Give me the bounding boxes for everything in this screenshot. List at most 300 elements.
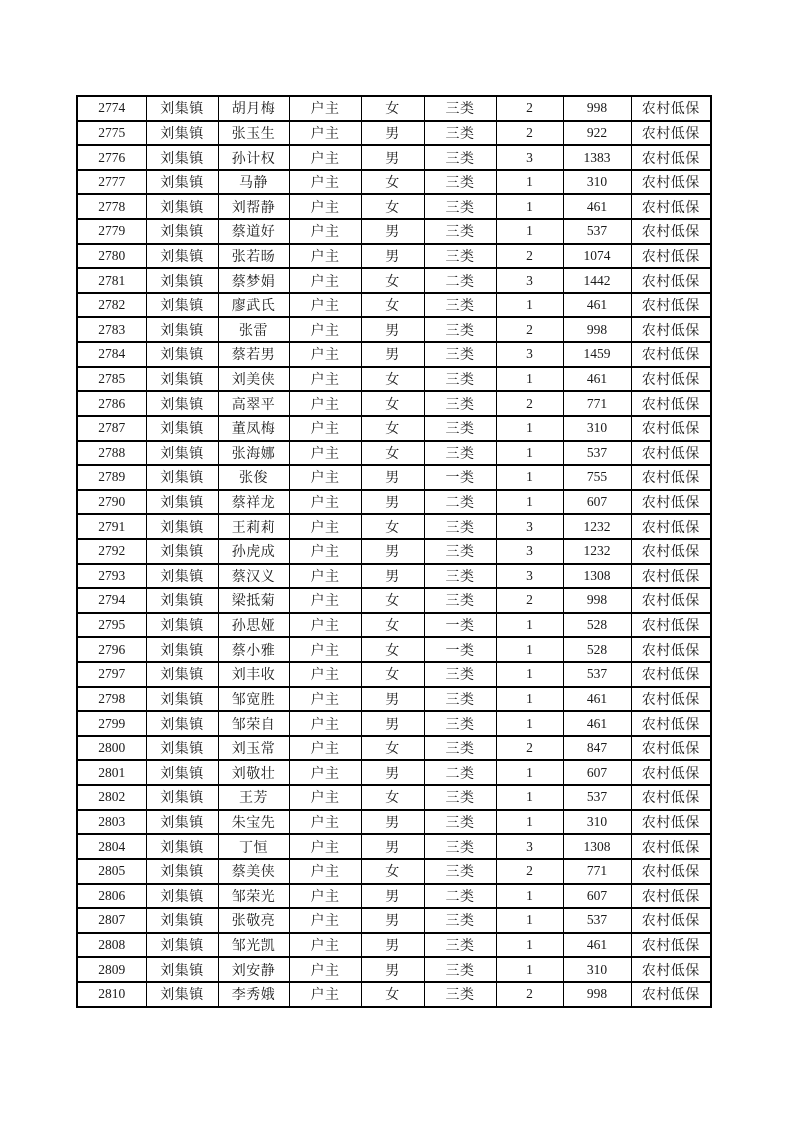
cell-relation-to-head: 户主 (289, 785, 361, 810)
cell-category: 三类 (424, 662, 496, 687)
cell-person-name: 孙计权 (218, 145, 289, 170)
cell-person-name: 邹荣光 (218, 884, 289, 909)
cell-serial-number: 2779 (77, 219, 146, 244)
cell-aid-type: 农村低保 (631, 416, 711, 441)
table-row (77, 293, 711, 318)
cell-category: 三类 (424, 859, 496, 884)
cell-category: 三类 (424, 588, 496, 613)
cell-category: 三类 (424, 785, 496, 810)
cell-serial-number: 2796 (77, 637, 146, 662)
cell-category: 三类 (424, 317, 496, 342)
cell-category: 三类 (424, 441, 496, 466)
table-row (77, 145, 711, 170)
table-row (77, 834, 711, 859)
cell-gender: 女 (361, 514, 424, 539)
cell-category: 三类 (424, 908, 496, 933)
cell-category: 三类 (424, 342, 496, 367)
cell-amount: 310 (563, 416, 631, 441)
cell-relation-to-head: 户主 (289, 145, 361, 170)
cell-amount: 461 (563, 933, 631, 958)
table-row (77, 736, 711, 761)
cell-person-count: 2 (496, 317, 563, 342)
cell-category: 三类 (424, 244, 496, 269)
cell-relation-to-head: 户主 (289, 194, 361, 219)
cell-amount: 461 (563, 367, 631, 392)
cell-relation-to-head: 户主 (289, 96, 361, 121)
cell-person-name: 张敬亮 (218, 908, 289, 933)
table-row (77, 342, 711, 367)
cell-person-count: 1 (496, 687, 563, 712)
cell-gender: 男 (361, 933, 424, 958)
cell-category: 三类 (424, 170, 496, 195)
cell-amount: 528 (563, 613, 631, 638)
cell-relation-to-head: 户主 (289, 268, 361, 293)
cell-serial-number: 2775 (77, 121, 146, 146)
cell-serial-number: 2799 (77, 711, 146, 736)
cell-aid-type: 农村低保 (631, 637, 711, 662)
cell-category: 三类 (424, 933, 496, 958)
cell-aid-type: 农村低保 (631, 441, 711, 466)
cell-person-name: 王莉莉 (218, 514, 289, 539)
cell-relation-to-head: 户主 (289, 342, 361, 367)
table-row (77, 884, 711, 909)
cell-amount: 537 (563, 662, 631, 687)
cell-category: 三类 (424, 367, 496, 392)
cell-person-count: 1 (496, 194, 563, 219)
cell-relation-to-head: 户主 (289, 465, 361, 490)
cell-gender: 男 (361, 465, 424, 490)
cell-serial-number: 2777 (77, 170, 146, 195)
table-row (77, 539, 711, 564)
cell-category: 三类 (424, 982, 496, 1007)
cell-aid-type: 农村低保 (631, 588, 711, 613)
cell-aid-type: 农村低保 (631, 268, 711, 293)
cell-person-name: 刘美侠 (218, 367, 289, 392)
cell-amount: 755 (563, 465, 631, 490)
cell-person-count: 1 (496, 219, 563, 244)
cell-person-name: 邹荣自 (218, 711, 289, 736)
table-row (77, 908, 711, 933)
cell-person-count: 1 (496, 810, 563, 835)
cell-person-name: 李秀娥 (218, 982, 289, 1007)
table-row (77, 687, 711, 712)
cell-amount: 1308 (563, 834, 631, 859)
cell-aid-type: 农村低保 (631, 539, 711, 564)
cell-serial-number: 2788 (77, 441, 146, 466)
cell-person-name: 刘帮静 (218, 194, 289, 219)
table-row (77, 170, 711, 195)
cell-aid-type: 农村低保 (631, 121, 711, 146)
cell-relation-to-head: 户主 (289, 588, 361, 613)
cell-serial-number: 2787 (77, 416, 146, 441)
cell-aid-type: 农村低保 (631, 662, 711, 687)
cell-aid-type: 农村低保 (631, 490, 711, 515)
table-row (77, 465, 711, 490)
cell-serial-number: 2778 (77, 194, 146, 219)
table-row (77, 785, 711, 810)
cell-category: 三类 (424, 391, 496, 416)
cell-aid-type: 农村低保 (631, 736, 711, 761)
cell-town: 刘集镇 (146, 711, 218, 736)
cell-person-count: 1 (496, 170, 563, 195)
cell-gender: 男 (361, 564, 424, 589)
cell-category: 二类 (424, 760, 496, 785)
cell-relation-to-head: 户主 (289, 908, 361, 933)
cell-amount: 461 (563, 711, 631, 736)
cell-town: 刘集镇 (146, 170, 218, 195)
cell-person-count: 1 (496, 490, 563, 515)
cell-person-name: 蔡小雅 (218, 637, 289, 662)
cell-person-count: 3 (496, 834, 563, 859)
cell-category: 三类 (424, 539, 496, 564)
cell-gender: 女 (361, 96, 424, 121)
cell-gender: 女 (361, 613, 424, 638)
cell-category: 三类 (424, 687, 496, 712)
cell-aid-type: 农村低保 (631, 145, 711, 170)
cell-person-count: 2 (496, 391, 563, 416)
cell-aid-type: 农村低保 (631, 785, 711, 810)
cell-serial-number: 2794 (77, 588, 146, 613)
cell-gender: 男 (361, 342, 424, 367)
cell-town: 刘集镇 (146, 736, 218, 761)
table-row (77, 121, 711, 146)
table-row (77, 391, 711, 416)
cell-relation-to-head: 户主 (289, 933, 361, 958)
cell-aid-type: 农村低保 (631, 908, 711, 933)
cell-person-name: 董凤梅 (218, 416, 289, 441)
cell-aid-type: 农村低保 (631, 687, 711, 712)
cell-relation-to-head: 户主 (289, 760, 361, 785)
cell-relation-to-head: 户主 (289, 490, 361, 515)
cell-person-count: 2 (496, 859, 563, 884)
cell-amount: 1074 (563, 244, 631, 269)
cell-amount: 1383 (563, 145, 631, 170)
table-row (77, 96, 711, 121)
cell-person-count: 1 (496, 416, 563, 441)
table-body (77, 96, 711, 1007)
cell-town: 刘集镇 (146, 588, 218, 613)
cell-gender: 男 (361, 810, 424, 835)
cell-relation-to-head: 户主 (289, 121, 361, 146)
cell-aid-type: 农村低保 (631, 834, 711, 859)
cell-person-name: 张玉生 (218, 121, 289, 146)
cell-amount: 1459 (563, 342, 631, 367)
cell-serial-number: 2783 (77, 317, 146, 342)
cell-town: 刘集镇 (146, 637, 218, 662)
cell-category: 三类 (424, 219, 496, 244)
cell-aid-type: 农村低保 (631, 514, 711, 539)
cell-town: 刘集镇 (146, 760, 218, 785)
table-row (77, 416, 711, 441)
cell-gender: 女 (361, 194, 424, 219)
cell-town: 刘集镇 (146, 687, 218, 712)
cell-serial-number: 2780 (77, 244, 146, 269)
cell-relation-to-head: 户主 (289, 170, 361, 195)
cell-serial-number: 2801 (77, 760, 146, 785)
cell-person-count: 1 (496, 465, 563, 490)
table-row (77, 760, 711, 785)
cell-aid-type: 农村低保 (631, 293, 711, 318)
table-row (77, 194, 711, 219)
table-row (77, 367, 711, 392)
cell-gender: 女 (361, 736, 424, 761)
cell-amount: 537 (563, 785, 631, 810)
cell-serial-number: 2789 (77, 465, 146, 490)
cell-person-name: 刘丰收 (218, 662, 289, 687)
cell-category: 一类 (424, 465, 496, 490)
cell-person-name: 丁恒 (218, 834, 289, 859)
cell-person-name: 马静 (218, 170, 289, 195)
cell-person-count: 3 (496, 539, 563, 564)
cell-aid-type: 农村低保 (631, 810, 711, 835)
cell-person-count: 1 (496, 613, 563, 638)
cell-serial-number: 2774 (77, 96, 146, 121)
cell-gender: 男 (361, 121, 424, 146)
cell-amount: 310 (563, 810, 631, 835)
cell-category: 三类 (424, 736, 496, 761)
cell-person-name: 邹光凯 (218, 933, 289, 958)
cell-aid-type: 农村低保 (631, 884, 711, 909)
cell-person-count: 3 (496, 342, 563, 367)
cell-aid-type: 农村低保 (631, 342, 711, 367)
cell-category: 二类 (424, 268, 496, 293)
cell-town: 刘集镇 (146, 367, 218, 392)
cell-amount: 1232 (563, 539, 631, 564)
cell-serial-number: 2776 (77, 145, 146, 170)
cell-town: 刘集镇 (146, 834, 218, 859)
cell-amount: 310 (563, 170, 631, 195)
cell-town: 刘集镇 (146, 317, 218, 342)
cell-amount: 607 (563, 490, 631, 515)
cell-gender: 男 (361, 490, 424, 515)
cell-aid-type: 农村低保 (631, 760, 711, 785)
cell-aid-type: 农村低保 (631, 465, 711, 490)
cell-gender: 女 (361, 441, 424, 466)
cell-town: 刘集镇 (146, 441, 218, 466)
cell-person-name: 梁抵菊 (218, 588, 289, 613)
cell-gender: 男 (361, 317, 424, 342)
cell-aid-type: 农村低保 (631, 96, 711, 121)
cell-amount: 998 (563, 317, 631, 342)
cell-serial-number: 2805 (77, 859, 146, 884)
cell-person-count: 2 (496, 588, 563, 613)
cell-relation-to-head: 户主 (289, 391, 361, 416)
cell-person-name: 孙思娅 (218, 613, 289, 638)
table-row (77, 662, 711, 687)
cell-serial-number: 2809 (77, 957, 146, 982)
cell-person-name: 张若旸 (218, 244, 289, 269)
cell-town: 刘集镇 (146, 268, 218, 293)
cell-relation-to-head: 户主 (289, 317, 361, 342)
cell-person-name: 刘安静 (218, 957, 289, 982)
cell-amount: 998 (563, 982, 631, 1007)
cell-amount: 607 (563, 884, 631, 909)
table-row (77, 317, 711, 342)
cell-serial-number: 2790 (77, 490, 146, 515)
cell-gender: 男 (361, 244, 424, 269)
cell-town: 刘集镇 (146, 810, 218, 835)
cell-category: 三类 (424, 564, 496, 589)
cell-amount: 1308 (563, 564, 631, 589)
cell-serial-number: 2795 (77, 613, 146, 638)
cell-serial-number: 2793 (77, 564, 146, 589)
cell-person-name: 邹宽胜 (218, 687, 289, 712)
cell-person-name: 胡月梅 (218, 96, 289, 121)
table-row (77, 957, 711, 982)
cell-category: 三类 (424, 834, 496, 859)
cell-person-name: 张雷 (218, 317, 289, 342)
cell-person-name: 张海娜 (218, 441, 289, 466)
cell-town: 刘集镇 (146, 957, 218, 982)
cell-category: 三类 (424, 810, 496, 835)
cell-gender: 女 (361, 785, 424, 810)
cell-amount: 998 (563, 588, 631, 613)
cell-amount: 847 (563, 736, 631, 761)
cell-town: 刘集镇 (146, 391, 218, 416)
cell-relation-to-head: 户主 (289, 244, 361, 269)
cell-person-name: 蔡美侠 (218, 859, 289, 884)
cell-amount: 537 (563, 908, 631, 933)
cell-town: 刘集镇 (146, 194, 218, 219)
cell-gender: 女 (361, 859, 424, 884)
cell-gender: 女 (361, 637, 424, 662)
cell-town: 刘集镇 (146, 662, 218, 687)
cell-relation-to-head: 户主 (289, 441, 361, 466)
cell-person-name: 蔡道好 (218, 219, 289, 244)
cell-amount: 771 (563, 859, 631, 884)
cell-gender: 男 (361, 145, 424, 170)
cell-person-name: 张俊 (218, 465, 289, 490)
cell-relation-to-head: 户主 (289, 293, 361, 318)
cell-town: 刘集镇 (146, 933, 218, 958)
table-row (77, 588, 711, 613)
cell-serial-number: 2807 (77, 908, 146, 933)
cell-town: 刘集镇 (146, 613, 218, 638)
cell-relation-to-head: 户主 (289, 982, 361, 1007)
cell-person-count: 2 (496, 982, 563, 1007)
cell-person-count: 1 (496, 908, 563, 933)
cell-aid-type: 农村低保 (631, 317, 711, 342)
cell-serial-number: 2798 (77, 687, 146, 712)
cell-relation-to-head: 户主 (289, 884, 361, 909)
cell-town: 刘集镇 (146, 219, 218, 244)
cell-person-name: 廖武氏 (218, 293, 289, 318)
cell-town: 刘集镇 (146, 465, 218, 490)
cell-category: 三类 (424, 416, 496, 441)
cell-gender: 女 (361, 170, 424, 195)
table-row (77, 933, 711, 958)
cell-town: 刘集镇 (146, 416, 218, 441)
cell-amount: 998 (563, 96, 631, 121)
cell-category: 三类 (424, 145, 496, 170)
cell-amount: 922 (563, 121, 631, 146)
cell-relation-to-head: 户主 (289, 810, 361, 835)
cell-person-count: 1 (496, 760, 563, 785)
cell-amount: 310 (563, 957, 631, 982)
cell-town: 刘集镇 (146, 96, 218, 121)
table-row (77, 982, 711, 1007)
cell-serial-number: 2784 (77, 342, 146, 367)
cell-category: 三类 (424, 194, 496, 219)
cell-gender: 女 (361, 268, 424, 293)
cell-aid-type: 农村低保 (631, 564, 711, 589)
cell-aid-type: 农村低保 (631, 170, 711, 195)
cell-person-count: 1 (496, 933, 563, 958)
cell-town: 刘集镇 (146, 982, 218, 1007)
cell-person-count: 3 (496, 514, 563, 539)
cell-relation-to-head: 户主 (289, 637, 361, 662)
cell-person-count: 3 (496, 564, 563, 589)
cell-serial-number: 2797 (77, 662, 146, 687)
cell-aid-type: 农村低保 (631, 859, 711, 884)
cell-relation-to-head: 户主 (289, 613, 361, 638)
cell-amount: 1442 (563, 268, 631, 293)
cell-relation-to-head: 户主 (289, 564, 361, 589)
table-row (77, 637, 711, 662)
cell-gender: 男 (361, 760, 424, 785)
cell-category: 三类 (424, 121, 496, 146)
cell-person-name: 蔡若男 (218, 342, 289, 367)
cell-person-count: 2 (496, 121, 563, 146)
cell-amount: 537 (563, 441, 631, 466)
cell-gender: 男 (361, 711, 424, 736)
cell-relation-to-head: 户主 (289, 367, 361, 392)
cell-aid-type: 农村低保 (631, 391, 711, 416)
cell-town: 刘集镇 (146, 244, 218, 269)
cell-gender: 女 (361, 588, 424, 613)
cell-amount: 461 (563, 194, 631, 219)
cell-person-count: 2 (496, 244, 563, 269)
cell-person-count: 1 (496, 711, 563, 736)
cell-serial-number: 2802 (77, 785, 146, 810)
cell-serial-number: 2781 (77, 268, 146, 293)
cell-relation-to-head: 户主 (289, 219, 361, 244)
cell-category: 二类 (424, 490, 496, 515)
cell-town: 刘集镇 (146, 490, 218, 515)
table-row (77, 490, 711, 515)
cell-person-name: 蔡汉义 (218, 564, 289, 589)
cell-aid-type: 农村低保 (631, 933, 711, 958)
cell-amount: 528 (563, 637, 631, 662)
cell-town: 刘集镇 (146, 884, 218, 909)
cell-relation-to-head: 户主 (289, 859, 361, 884)
cell-person-count: 3 (496, 268, 563, 293)
cell-person-name: 高翠平 (218, 391, 289, 416)
cell-town: 刘集镇 (146, 859, 218, 884)
cell-serial-number: 2806 (77, 884, 146, 909)
table-row (77, 219, 711, 244)
cell-aid-type: 农村低保 (631, 613, 711, 638)
cell-gender: 男 (361, 539, 424, 564)
cell-person-count: 2 (496, 96, 563, 121)
cell-person-name: 蔡梦娟 (218, 268, 289, 293)
cell-category: 二类 (424, 884, 496, 909)
cell-person-count: 1 (496, 957, 563, 982)
cell-gender: 女 (361, 416, 424, 441)
cell-aid-type: 农村低保 (631, 219, 711, 244)
cell-aid-type: 农村低保 (631, 982, 711, 1007)
cell-gender: 男 (361, 957, 424, 982)
cell-gender: 男 (361, 908, 424, 933)
table-row (77, 613, 711, 638)
cell-gender: 男 (361, 219, 424, 244)
cell-relation-to-head: 户主 (289, 514, 361, 539)
cell-serial-number: 2786 (77, 391, 146, 416)
table-row (77, 244, 711, 269)
cell-town: 刘集镇 (146, 121, 218, 146)
cell-town: 刘集镇 (146, 145, 218, 170)
cell-relation-to-head: 户主 (289, 662, 361, 687)
